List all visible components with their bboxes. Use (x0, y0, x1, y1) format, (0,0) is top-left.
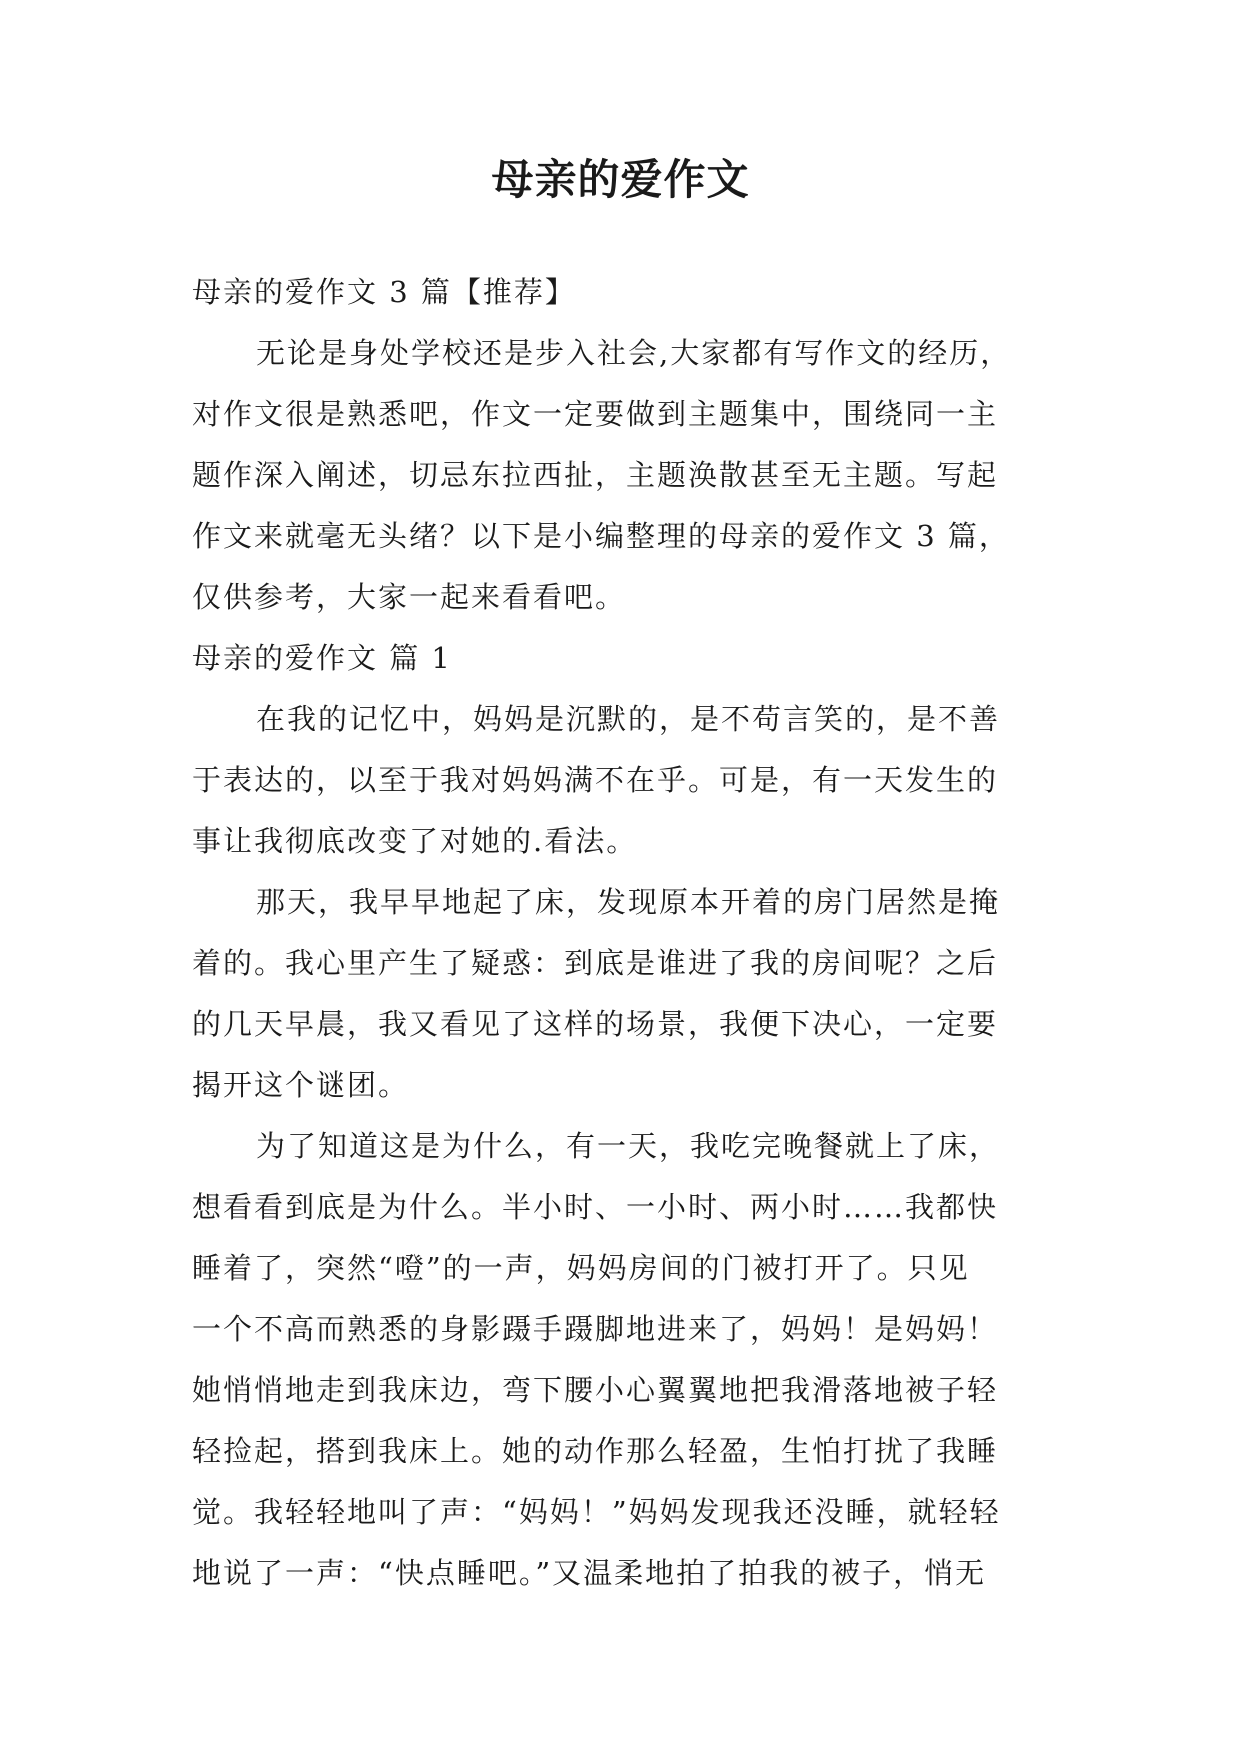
text-line: 地说了一声：“快点睡吧。”又温柔地拍了拍我的被子，悄无 (192, 1556, 987, 1590)
text-line: 为了知道这是为什么，有一天，我吃完晚餐就上了床， (256, 1129, 1001, 1163)
text-line: 母亲的爱作文 3 篇【推荐】 (192, 275, 576, 309)
document-body (192, 262, 1072, 1604)
text-line: 题作深入阐述，切忌东拉西扯，主题涣散甚至无主题。写起 (192, 458, 999, 492)
text-line: 的几天早晨，我又看见了这样的场景，我便下决心，一定要 (192, 1007, 999, 1041)
text-line: 于表达的，以至于我对妈妈满不在乎。可是，有一天发生的 (192, 763, 999, 797)
text-line: 睡着了，突然“噔”的一声，妈妈房间的门被打开了。只见 (192, 1251, 970, 1285)
text-line: 无论是身处学校还是步入社会,大家都有写作文的经历， (256, 336, 1012, 370)
document-title: 母亲的爱作文 (491, 155, 750, 204)
text-line: 对作文很是熟悉吧，作文一定要做到主题集中，围绕同一主 (192, 397, 999, 431)
text-line: 母亲的爱作文 篇 1 (192, 641, 452, 675)
text-line: 仅供参考，大家一起来看看吧。 (192, 580, 627, 614)
text-line: 轻捡起，搭到我床上。她的动作那么轻盈，生怕打扰了我睡 (192, 1434, 999, 1468)
text-line: 事让我彻底改变了对她的.看法。 (192, 824, 638, 858)
text-line: 那天，我早早地起了床，发现原本开着的房门居然是掩 (256, 885, 1001, 919)
text-line: 一个不高而熟悉的身影蹑手蹑脚地进来了，妈妈！是妈妈！ (192, 1312, 999, 1346)
text-line: 着的。我心里产生了疑惑：到底是谁进了我的房间呢？之后 (192, 946, 999, 980)
text-line: 揭开这个谜团。 (192, 1068, 410, 1102)
text-line: 她悄悄地走到我床边，弯下腰小心翼翼地把我滑落地被子轻 (192, 1373, 999, 1407)
text-line: 在我的记忆中，妈妈是沉默的，是不苟言笑的，是不善 (256, 702, 1001, 736)
text-line: 作文来就毫无头绪？以下是小编整理的母亲的爱作文 3 篇， (192, 519, 1010, 553)
text-line: 觉。我轻轻地叫了声：“妈妈！”妈妈发现我还没睡，就轻轻 (192, 1495, 1001, 1529)
text-line: 想看看到底是为什么。半小时、一小时、两小时……我都快 (192, 1190, 999, 1224)
